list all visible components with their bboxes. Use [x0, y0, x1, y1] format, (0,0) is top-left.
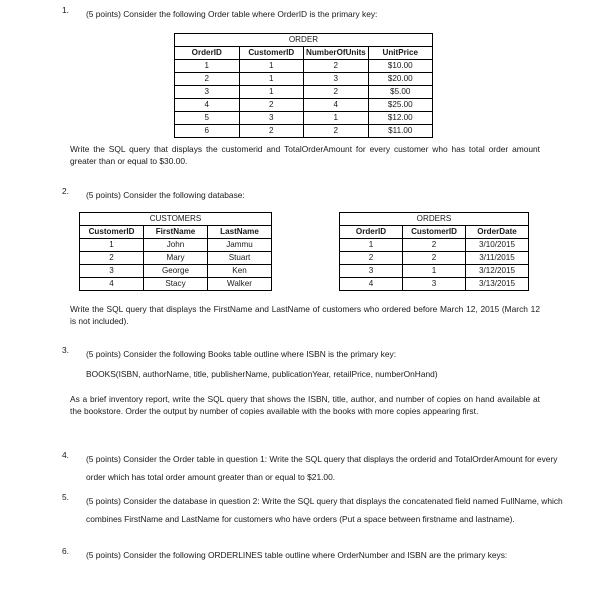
question-6-number: 6.: [62, 546, 69, 556]
cell: Walker: [208, 278, 272, 291]
table-row: [175, 112, 433, 125]
orders-col-orderdate: OrderDate: [466, 226, 529, 239]
cell: 3/11/2015: [466, 252, 529, 265]
cell: 4: [340, 278, 403, 291]
cell: 1: [239, 86, 304, 99]
cell: Jammu: [208, 239, 272, 252]
question-4: [62, 449, 564, 485]
paragraph-text: As a brief inventory report, write the SQL query that shows the ISBN, title, author, and number of copies on hand available at the bookstore. Order the output by number of copies available with the books with more copies appearing first.: [70, 394, 540, 417]
order-col-orderid: OrderID: [175, 47, 240, 60]
paragraph-after-question-3: [70, 393, 540, 418]
table-row: [340, 278, 529, 291]
question-2-number: 2.: [62, 186, 69, 196]
cell: 5: [175, 112, 240, 125]
cell: 3: [175, 86, 240, 99]
table-header-row: [340, 226, 529, 239]
cell: 1: [340, 239, 403, 252]
table-row: [175, 60, 433, 73]
order-table: [174, 33, 433, 138]
cell: 3: [403, 278, 466, 291]
cell: 3/12/2015: [466, 265, 529, 278]
orders-col-orderid: OrderID: [340, 226, 403, 239]
customers-col-lastname: LastName: [208, 226, 272, 239]
books-schema-line: [86, 368, 540, 380]
table-row: [80, 278, 272, 291]
question-5-number: 5.: [62, 492, 69, 502]
cell: 2: [175, 73, 240, 86]
cell: 1: [403, 265, 466, 278]
books-schema-text: BOOKS(ISBN, authorName, title, publisherName, publicationYear, retailPrice, numberOnHand): [86, 369, 438, 379]
cell: 3/13/2015: [466, 278, 529, 291]
paragraph-text: Write the SQL query that displays the customerid and TotalOrderAmount for every customer who has total order amount greater than or equal to $30.00.: [70, 144, 540, 167]
orders-table: [339, 212, 529, 291]
table-row: [80, 252, 272, 265]
cell: $12.00: [368, 112, 433, 125]
cell: 2: [239, 99, 304, 112]
table-row: [340, 265, 529, 278]
paragraph-after-question-1: [70, 143, 540, 168]
order-col-customerid: CustomerID: [239, 47, 304, 60]
cell: Stacy: [144, 278, 208, 291]
table-title-row: [80, 213, 272, 226]
cell: 2: [239, 125, 304, 138]
table-row: [80, 265, 272, 278]
question-5-text: (5 points) Consider the database in question 2: Write the SQL query that displays the concatenated field named FullName, which combines FirstName and LastName for customers who have orders (Put a space between firstname and lastname).: [86, 496, 563, 524]
cell: $5.00: [368, 86, 433, 99]
cell: $20.00: [368, 73, 433, 86]
question-4-number: 4.: [62, 450, 69, 460]
cell: 2: [304, 86, 369, 99]
customers-table-title: CUSTOMERS: [80, 213, 272, 226]
question-2-text: (5 points) Consider the following database:: [86, 190, 245, 200]
cell: 3: [340, 265, 403, 278]
cell: 4: [304, 99, 369, 112]
order-table-title: ORDER: [175, 34, 433, 47]
question-6: [62, 545, 564, 563]
cell: 4: [175, 99, 240, 112]
cell: 2: [340, 252, 403, 265]
table-row: [175, 99, 433, 112]
table-row: [80, 239, 272, 252]
cell: $10.00: [368, 60, 433, 73]
cell: 1: [239, 73, 304, 86]
cell: 3/10/2015: [466, 239, 529, 252]
table-row: [340, 252, 529, 265]
customers-table: [79, 212, 272, 291]
cell: $25.00: [368, 99, 433, 112]
question-3: [62, 344, 564, 362]
question-4-text: (5 points) Consider the Order table in question 1: Write the SQL query that displays the orderid and TotalOrderAmount for every order which has total order amount greater than or equal to $21.00.: [86, 454, 558, 482]
order-col-numberofunits: NumberOfUnits: [304, 47, 369, 60]
cell: 2: [80, 252, 144, 265]
order-col-unitprice: UnitPrice: [368, 47, 433, 60]
cell: John: [144, 239, 208, 252]
cell: 1: [239, 60, 304, 73]
table-row: [175, 73, 433, 86]
table-title-row: [340, 213, 529, 226]
cell: $11.00: [368, 125, 433, 138]
table-header-row: [175, 47, 433, 60]
question-3-text: (5 points) Consider the following Books table outline where ISBN is the primary key:: [86, 349, 397, 359]
cell: 3: [304, 73, 369, 86]
cell: 1: [175, 60, 240, 73]
table-row: [175, 125, 433, 138]
customers-col-firstname: FirstName: [144, 226, 208, 239]
orders-table-title: ORDERS: [340, 213, 529, 226]
paragraph-text: Write the SQL query that displays the FirstName and LastName of customers who ordered before March 12, 2015 (March 12 is not included).: [70, 304, 540, 327]
question-1-number: 1.: [62, 5, 69, 15]
cell: 6: [175, 125, 240, 138]
cell: 3: [80, 265, 144, 278]
cell: Stuart: [208, 252, 272, 265]
table-title-row: [175, 34, 433, 47]
cell: 3: [239, 112, 304, 125]
cell: 2: [304, 125, 369, 138]
cell: 2: [304, 60, 369, 73]
cell: 2: [403, 252, 466, 265]
paragraph-after-question-2: [70, 303, 540, 328]
question-6-text: (5 points) Consider the following ORDERLINES table outline where OrderNumber and ISBN are the primary keys:: [86, 550, 508, 560]
table-row: [175, 86, 433, 99]
question-1-text: (5 points) Consider the following Order table where OrderID is the primary key:: [86, 9, 378, 19]
cell: Mary: [144, 252, 208, 265]
customers-col-customerid: CustomerID: [80, 226, 144, 239]
table-row: [340, 239, 529, 252]
question-5: [62, 491, 564, 527]
cell: George: [144, 265, 208, 278]
cell: 1: [80, 239, 144, 252]
orders-col-customerid: CustomerID: [403, 226, 466, 239]
question-1: [62, 4, 564, 22]
question-3-number: 3.: [62, 345, 69, 355]
table-header-row: [80, 226, 272, 239]
question-2: [62, 185, 564, 203]
cell: 2: [403, 239, 466, 252]
cell: 1: [304, 112, 369, 125]
cell: Ken: [208, 265, 272, 278]
cell: 4: [80, 278, 144, 291]
